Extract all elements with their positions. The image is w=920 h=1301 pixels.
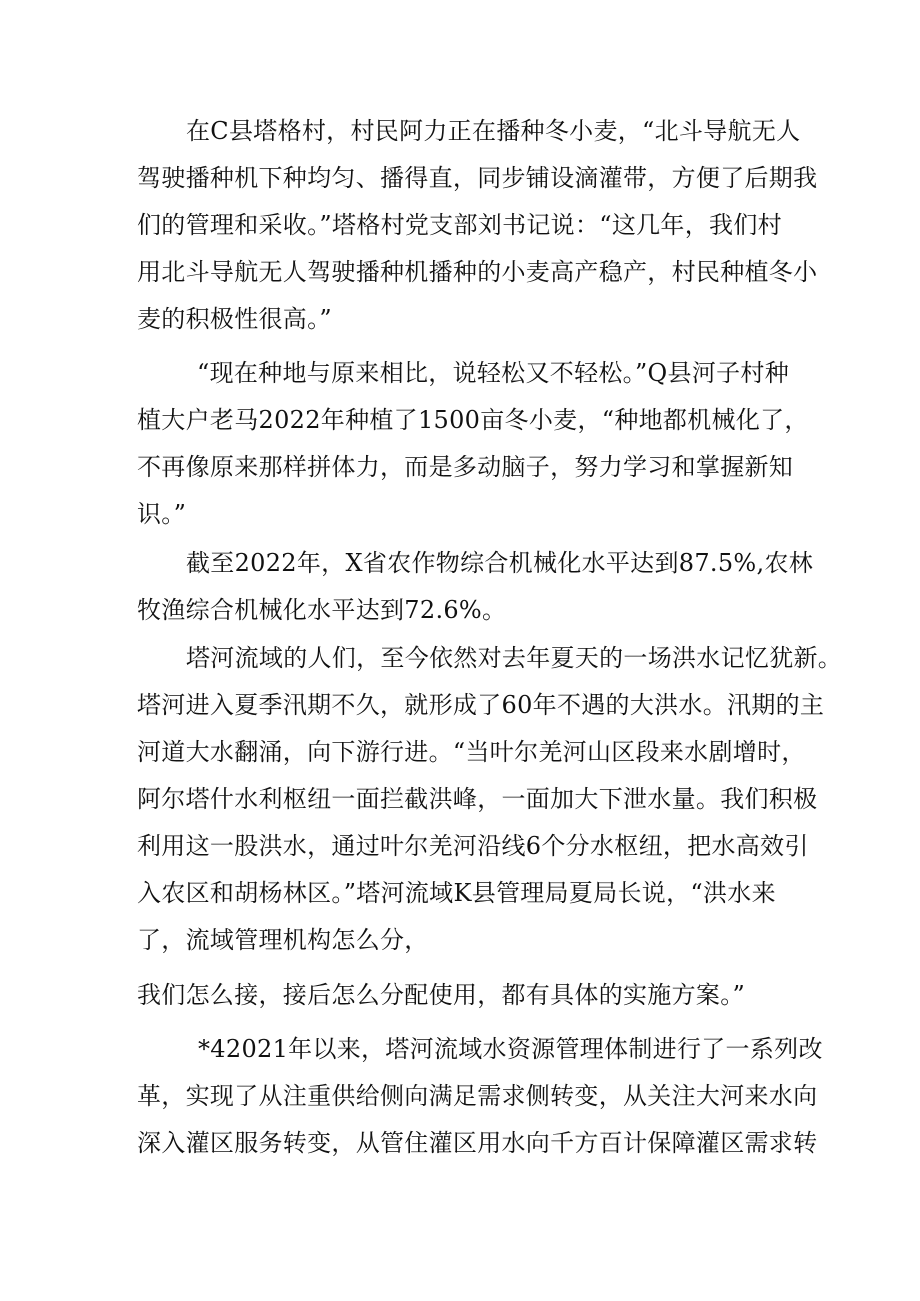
text-line: 利用这一股洪水，通过叶尔羌河沿线6个分水枢纽，把水高效引 <box>137 832 809 860</box>
text-line: 识。” <box>137 500 187 528</box>
text-line: 麦的积极性很高。” <box>137 305 332 333</box>
text-line: 革，实现了从注重供给侧向满足需求侧转变，从关注大河来水向 <box>137 1082 818 1110</box>
text-line: 截至2022年，X省农作物综合机械化水平达到87.5%,农林 <box>186 549 814 577</box>
text-line: 阿尔塔什水利枢纽一面拦截洪峰，一面加大下泄水量。我们积极 <box>137 785 818 813</box>
text-line: 入农区和胡杨林区。”塔河流域K县管理局夏局长说，“洪水来 <box>137 879 776 907</box>
text-line: 在C县塔格村，村民阿力正在播种冬小麦，“北斗导航无人 <box>186 117 801 145</box>
text-line: 了，流域管理机构怎么分， <box>137 926 429 954</box>
text-line: “现在种地与原来相比，说轻松又不轻松。”Q县河子村种 <box>197 359 790 387</box>
text-line: 牧渔综合机械化水平达到72.6%。 <box>137 596 507 624</box>
text-line: 用北斗导航无人驾驶播种机播种的小麦高产稳产，村民种植冬小 <box>137 258 818 286</box>
text-line: 我们怎么接，接后怎么分配使用，都有具体的实施方案。” <box>137 981 746 1009</box>
text-line: 深入灌区服务转变，从管住灌区用水向千方百计保障灌区需求转 <box>137 1129 818 1157</box>
text-line: 河道大水翻涌，向下游行进。“当叶尔羌河山区段来水剧增时， <box>137 738 806 766</box>
text-line: 不再像原来那样拼体力，而是多动脑子，努力学习和掌握新知 <box>137 453 794 481</box>
text-line: 塔河进入夏季汛期不久，就形成了60年不遇的大洪水。汛期的主 <box>137 691 825 719</box>
text-line: 植大户老马2022年种植了1500亩冬小麦，“种地都机械化了， <box>137 406 809 434</box>
text-line: 塔河流域的人们，至今依然对去年夏天的一场洪水记忆犹新。 <box>186 644 843 672</box>
text-line: 驾驶播种机下种均匀、播得直，同步铺设滴灌带，方便了后期我 <box>137 164 818 192</box>
text-line: *42021年以来，塔河流域水资源管理体制进行了一系列改 <box>198 1035 823 1063</box>
text-line: 们的管理和采收。”塔格村党支部刘书记说：“这几年，我们村 <box>137 211 782 239</box>
